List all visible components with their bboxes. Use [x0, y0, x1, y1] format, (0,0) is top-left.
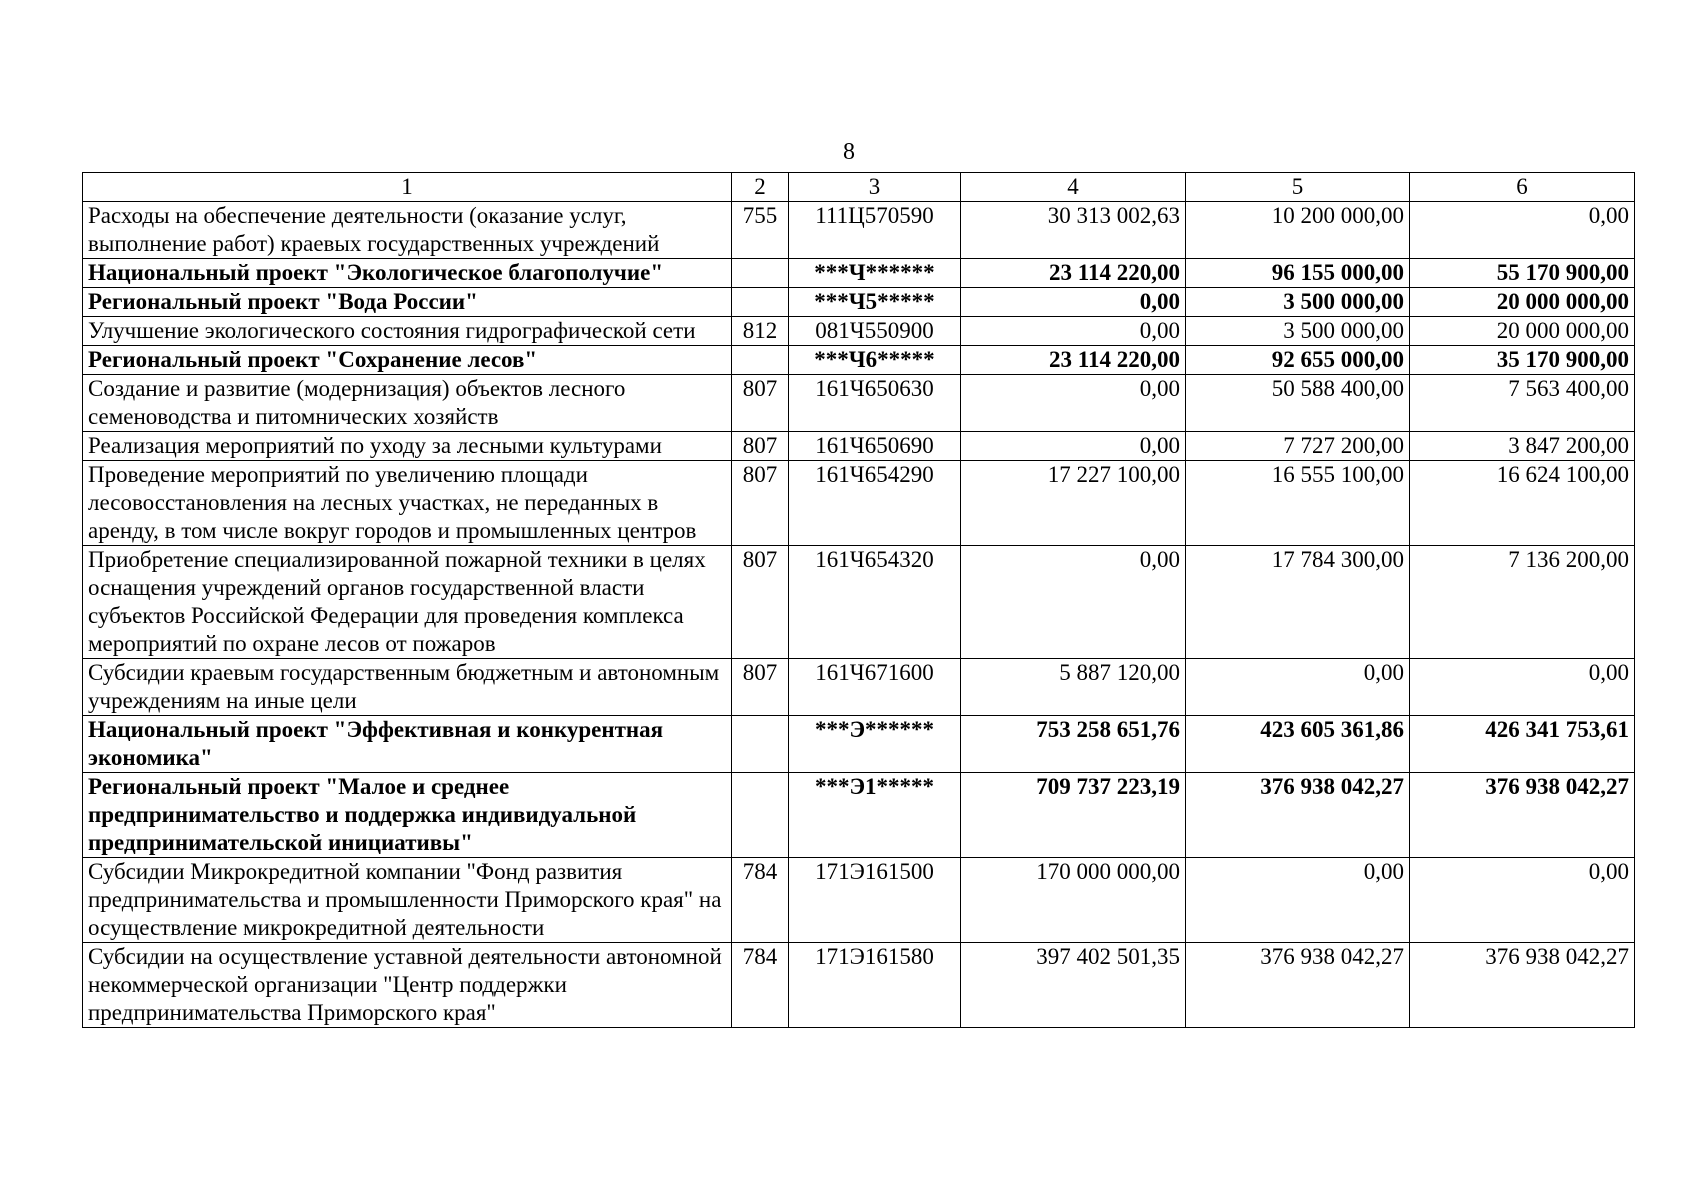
row-code: 784	[732, 858, 789, 943]
row-target-article: 171Э161580	[789, 943, 961, 1028]
row-name: Региональный проект "Вода России"	[83, 288, 732, 317]
row-code	[732, 773, 789, 858]
header-col-4: 4	[961, 173, 1186, 202]
row-name: Реализация мероприятий по уходу за лесными культурами	[83, 432, 732, 461]
row-value-col5: 376 938 042,27	[1186, 943, 1410, 1028]
row-value-col6: 7 136 200,00	[1410, 546, 1635, 659]
row-value-col5: 376 938 042,27	[1186, 773, 1410, 858]
row-target-article: ***Ч5*****	[789, 288, 961, 317]
row-target-article: 171Э161500	[789, 858, 961, 943]
row-target-article: ***Ч******	[789, 259, 961, 288]
table-row	[83, 288, 1635, 317]
row-value-col6: 0,00	[1410, 202, 1635, 259]
row-value-col6: 3 847 200,00	[1410, 432, 1635, 461]
row-value-col6: 0,00	[1410, 659, 1635, 716]
row-value-col6: 426 341 753,61	[1410, 716, 1635, 773]
row-target-article: 161Ч671600	[789, 659, 961, 716]
row-value-col4: 0,00	[961, 317, 1186, 346]
row-value-col5: 423 605 361,86	[1186, 716, 1410, 773]
row-code: 755	[732, 202, 789, 259]
row-target-article: 161Ч650630	[789, 375, 961, 432]
row-value-col4: 0,00	[961, 546, 1186, 659]
row-value-col4: 23 114 220,00	[961, 346, 1186, 375]
row-name: Национальный проект "Эффективная и конкурентная экономика"	[83, 716, 732, 773]
row-code	[732, 288, 789, 317]
header-col-5: 5	[1186, 173, 1410, 202]
row-code: 807	[732, 546, 789, 659]
table-row	[83, 773, 1635, 858]
table-row	[83, 659, 1635, 716]
page-number: 8	[843, 139, 855, 165]
row-target-article: 111Ц570590	[789, 202, 961, 259]
header-col-6: 6	[1410, 173, 1635, 202]
row-value-col5: 0,00	[1186, 858, 1410, 943]
row-value-col5: 96 155 000,00	[1186, 259, 1410, 288]
row-value-col4: 0,00	[961, 432, 1186, 461]
row-value-col5: 7 727 200,00	[1186, 432, 1410, 461]
row-value-col4: 0,00	[961, 288, 1186, 317]
table-row	[83, 375, 1635, 432]
row-target-article: ***Э******	[789, 716, 961, 773]
row-code	[732, 259, 789, 288]
row-code: 812	[732, 317, 789, 346]
row-value-col5: 17 784 300,00	[1186, 546, 1410, 659]
row-code: 807	[732, 432, 789, 461]
row-value-col6: 7 563 400,00	[1410, 375, 1635, 432]
table-row	[83, 546, 1635, 659]
row-name: Субсидии краевым государственным бюджетным и автономным учреждениям на иные цели	[83, 659, 732, 716]
row-value-col5: 10 200 000,00	[1186, 202, 1410, 259]
table-row	[83, 202, 1635, 259]
row-code: 807	[732, 659, 789, 716]
row-value-col4: 709 737 223,19	[961, 773, 1186, 858]
row-value-col4: 5 887 120,00	[961, 659, 1186, 716]
row-value-col4: 17 227 100,00	[961, 461, 1186, 546]
row-value-col6: 20 000 000,00	[1410, 288, 1635, 317]
table-row	[83, 432, 1635, 461]
row-name: Проведение мероприятий по увеличению площади лесовосстановления на лесных участках, не переданных в аренду, в том числе вокруг городов и промышленных центров	[83, 461, 732, 546]
row-value-col5: 3 500 000,00	[1186, 317, 1410, 346]
row-code	[732, 346, 789, 375]
row-target-article: 161Ч650690	[789, 432, 961, 461]
row-value-col6: 55 170 900,00	[1410, 259, 1635, 288]
row-value-col5: 3 500 000,00	[1186, 288, 1410, 317]
row-code: 807	[732, 375, 789, 432]
table-row	[83, 259, 1635, 288]
row-name: Субсидии на осуществление уставной деятельности автономной некоммерческой организации "Центр поддержки предпринимательства Приморского края"	[83, 943, 732, 1028]
row-value-col6: 0,00	[1410, 858, 1635, 943]
row-value-col6: 376 938 042,27	[1410, 773, 1635, 858]
row-value-col6: 16 624 100,00	[1410, 461, 1635, 546]
budget-table	[82, 172, 1635, 1028]
row-name: Приобретение специализированной пожарной техники в целях оснащения учреждений органов государственной власти субъектов Российской Федерации для проведения комплекса мероприятий по охране лесов от пожаров	[83, 546, 732, 659]
header-col-3: 3	[789, 173, 961, 202]
table-row	[83, 461, 1635, 546]
row-name: Региональный проект "Сохранение лесов"	[83, 346, 732, 375]
header-col-1: 1	[83, 173, 732, 202]
row-name: Улучшение экологического состояния гидрографической сети	[83, 317, 732, 346]
row-value-col4: 753 258 651,76	[961, 716, 1186, 773]
row-value-col4: 0,00	[961, 375, 1186, 432]
row-name: Субсидии Микрокредитной компании "Фонд развития предпринимательства и промышленности Приморского края" на осуществление микрокредитной деятельности	[83, 858, 732, 943]
row-target-article: 161Ч654320	[789, 546, 961, 659]
row-value-col6: 35 170 900,00	[1410, 346, 1635, 375]
row-name: Создание и развитие (модернизация) объектов лесного семеноводства и питомнических хозяйств	[83, 375, 732, 432]
row-name: Региональный проект "Малое и среднее предпринимательство и поддержка индивидуальной предпринимательской инициативы"	[83, 773, 732, 858]
row-value-col4: 23 114 220,00	[961, 259, 1186, 288]
row-value-col5: 92 655 000,00	[1186, 346, 1410, 375]
row-target-article: ***Э1*****	[789, 773, 961, 858]
table-row	[83, 943, 1635, 1028]
table-row	[83, 858, 1635, 943]
row-value-col5: 0,00	[1186, 659, 1410, 716]
row-name: Расходы на обеспечение деятельности (оказание услуг, выполнение работ) краевых государственных учреждений	[83, 202, 732, 259]
row-value-col4: 397 402 501,35	[961, 943, 1186, 1028]
row-target-article: 081Ч550900	[789, 317, 961, 346]
row-value-col4: 170 000 000,00	[961, 858, 1186, 943]
row-target-article: ***Ч6*****	[789, 346, 961, 375]
row-value-col6: 376 938 042,27	[1410, 943, 1635, 1028]
row-code	[732, 716, 789, 773]
header-col-2: 2	[732, 173, 789, 202]
row-value-col5: 50 588 400,00	[1186, 375, 1410, 432]
table-row	[83, 317, 1635, 346]
table-row	[83, 716, 1635, 773]
row-value-col4: 30 313 002,63	[961, 202, 1186, 259]
row-target-article: 161Ч654290	[789, 461, 961, 546]
row-name: Национальный проект "Экологическое благополучие"	[83, 259, 732, 288]
table-body	[83, 202, 1635, 1028]
header-row	[83, 173, 1635, 202]
row-code: 784	[732, 943, 789, 1028]
row-value-col5: 16 555 100,00	[1186, 461, 1410, 546]
row-code: 807	[732, 461, 789, 546]
row-value-col6: 20 000 000,00	[1410, 317, 1635, 346]
table-row	[83, 346, 1635, 375]
